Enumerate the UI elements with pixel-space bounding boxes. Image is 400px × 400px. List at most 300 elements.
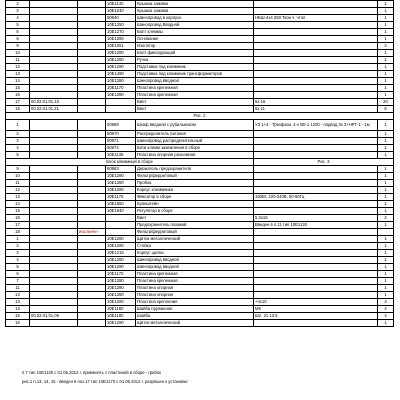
zone-cell [30,152,78,159]
code-cell [78,187,106,194]
name-cell: Держатель предохранителя [136,166,254,173]
position-cell: 15 [6,208,30,215]
note-cell [254,29,378,36]
designation-cell: 10E1280 [106,278,136,285]
table-row [6,106,394,113]
table-row [6,194,394,201]
quantity-cell: 20 [378,99,394,106]
zone-cell [30,250,78,257]
note-cell: 5х 16 [254,99,378,106]
quantity-cell: 1 [378,278,394,285]
position-cell: 18 [6,106,30,113]
quantity-cell: 1 [378,292,394,299]
name-cell: Корпус клеммника [136,187,254,194]
note-cell [254,92,378,99]
zone-cell [30,131,78,138]
position-cell: 16 [6,92,30,99]
code-cell [78,1,106,8]
table-row [6,85,394,92]
designation-cell: 10E1280 [106,36,136,43]
designation-cell: 10E1140 [106,1,136,8]
name-cell: Предохранитель плавкий [136,222,254,229]
designation-cell: 10E1280 [106,64,136,71]
table-row [6,15,394,22]
table-row [6,57,394,64]
table-row [6,257,394,264]
name-cell: Основание [136,36,254,43]
quantity-cell: 1 [378,8,394,15]
zone-cell [30,36,78,43]
code-cell [78,99,106,106]
note-cell [254,152,378,159]
designation-cell: 10E1240 [106,8,136,15]
table-row [6,138,394,145]
position-cell: 9 [6,166,30,173]
code-cell [78,306,106,313]
note-cell [254,320,378,327]
note-cell [254,85,378,92]
zone-cell [30,222,78,229]
code-cell [78,43,106,50]
quantity-cell: 1 [378,187,394,194]
code-cell [78,78,106,85]
designation-cell: 10E1215 [106,250,136,257]
name-cell: Болт фиксирующий [136,50,254,57]
code-cell [78,313,106,320]
note-cell [254,187,378,194]
code-cell [78,71,106,78]
quantity-cell: 1 [378,57,394,64]
position-cell: 16 [6,215,30,222]
code-cell [78,173,106,180]
quantity-cell: 1 [378,15,394,22]
designation-cell: 50971 [106,138,136,145]
note-cell [254,243,378,250]
designation-cell: 10E1180 [106,313,136,320]
table-row [6,99,394,106]
zone-cell [30,78,78,85]
quantity-cell: 1 [378,173,394,180]
table-row [6,1,394,8]
code-cell [78,257,106,264]
note-cell [254,8,378,15]
name-cell: Пластина крепежная [136,85,254,92]
name-cell: Регулятор в сборе [136,208,254,215]
name-cell: Ручка [136,57,254,64]
code-cell [78,131,106,138]
section-header-row [6,159,394,166]
zone-cell [30,278,78,285]
code-cell [78,166,106,173]
quantity-cell: 1 [378,222,394,229]
position-cell: 14 [6,306,30,313]
section-header-row [6,113,394,120]
table-row [6,320,394,327]
name-cell: Корпус щитка [136,250,254,257]
designation-cell [106,215,136,222]
note-cell: 5х 11 [254,106,378,113]
position-cell: 10 [6,50,30,57]
position-cell: 8 [6,36,30,43]
table-body [6,1,394,327]
zone-cell [30,145,78,152]
zone-cell [30,194,78,201]
name-cell: Шинопровод вводной [136,264,254,271]
table-row [6,208,394,215]
zone-cell [30,29,78,36]
table-row [6,229,394,236]
position-cell: 11 [6,57,30,64]
table-row [6,278,394,285]
zone-cell [30,264,78,271]
note-cell [254,71,378,78]
table-row [6,215,394,222]
table-row [6,29,394,36]
zone-cell [30,306,78,313]
position-cell: 13 [6,71,30,78]
zone-cell [30,92,78,99]
code-cell [78,106,106,113]
zone-cell [30,208,78,215]
note-cell: Введен в п.11 тип 10E1130 [254,222,378,229]
table-row [6,166,394,173]
designation-cell: 10E1280 [106,78,136,85]
designation-cell: 50963 [106,166,136,173]
position-cell: 3 [6,138,30,145]
zone-cell [30,85,78,92]
code-cell [78,64,106,71]
designation-cell: 50972 [106,145,136,152]
zone-cell: 00.02.01.01.15 [30,99,78,106]
zone-cell [30,22,78,29]
quantity-cell: 1 [378,22,394,29]
quantity-cell [378,229,394,236]
name-cell: Пластина крепежная [136,92,254,99]
designation-cell: 10E1280 [106,187,136,194]
note-cell [254,43,378,50]
designation-cell: 50940 [106,15,136,22]
name-cell: Винт [136,215,254,222]
zone-cell: 00.02.01.01.21 [30,106,78,113]
designation-cell: 10E1280 [106,92,136,99]
note-cell [254,271,378,278]
section-title: Рис. 2 [6,113,394,120]
footnote: рис.1 п.13, 14, 15 - введен в поз.17 тип 10E1170 с 01.06.2012 г. разрешен к установке [22,378,188,384]
quantity-cell: 1 [378,208,394,215]
name-cell: Пробка [136,180,254,187]
table-row [6,43,394,50]
designation-cell: 10E1280 [106,243,136,250]
quantity-cell: 1 [378,92,394,99]
table-row [6,306,394,313]
note-cell [254,236,378,243]
position-cell: 1 [6,120,30,131]
quantity-cell: 1 [378,264,394,271]
note-cell [254,138,378,145]
position-cell: 4 [6,257,30,264]
name-cell: Крышка зажима [136,1,254,8]
code-cell [78,22,106,29]
designation-cell: 10E1280 [106,236,136,243]
name-cell: Подставка под клеммник [136,64,254,71]
designation-cell: 10E1290 [106,264,136,271]
table-row [6,22,394,29]
note-cell [254,201,378,208]
quantity-cell: 1 [378,85,394,92]
position-cell: 16 [6,320,30,327]
code-cell [78,120,106,131]
code-cell [78,201,106,208]
table-row [6,145,394,152]
note-cell [254,50,378,57]
name-cell: Кронштейн [136,201,254,208]
zone-cell [30,271,78,278]
note-cell: 5.3х15 [254,215,378,222]
quantity-cell: 2 [378,43,394,50]
zone-cell [30,299,78,306]
parts-specification-table [5,0,394,327]
note-cell: 150Вт, 220-240В, 50-60Гц [254,194,378,201]
code-cell [78,85,106,92]
position-cell: 11 [6,180,30,187]
table-row [6,313,394,320]
position-cell: 7 [6,278,30,285]
code-cell [78,292,106,299]
position-cell: 6 [6,29,30,36]
name-cell: Шинопровод распределительный [136,138,254,145]
note-cell [254,180,378,187]
name-cell: Щиток металлический [136,236,254,243]
note-cell [254,173,378,180]
zone-cell [30,166,78,173]
code-cell [78,243,106,250]
section-figure-label: Рис. 3 [254,159,394,166]
designation-cell: 10E1280 [106,173,136,180]
note-cell [254,22,378,29]
note-cell [254,257,378,264]
zone-cell [30,243,78,250]
name-cell: Пластина опорная [136,292,254,299]
zone-cell [30,229,78,236]
quantity-cell: 1 [378,64,394,71]
position-cell: 11 [6,285,30,292]
zone-cell [30,138,78,145]
position-cell: 2 [6,243,30,250]
code-cell [78,145,106,152]
zone-cell [30,43,78,50]
code-cell [78,57,106,64]
name-cell: Стойка [136,243,254,250]
designation-cell [106,222,136,229]
zone-cell [30,201,78,208]
note-cell [254,264,378,271]
code-cell [78,222,106,229]
designation-cell: 10E1170 [106,271,136,278]
code-cell [78,36,106,43]
zone-cell [30,292,78,299]
note-cell: +4х10 [254,299,378,306]
name-cell: Пластина крепления [136,299,254,306]
code-cell [78,250,106,257]
quantity-cell: 4 [378,299,394,306]
code-cell [78,92,106,99]
zone-cell [30,57,78,64]
quantity-cell: 4 [378,306,394,313]
zone-cell [30,180,78,187]
name-cell: Пластина крепежная [136,271,254,278]
quantity-cell: 6 [378,106,394,113]
note-cell [254,285,378,292]
zone-cell [30,320,78,327]
position-cell: 13 [6,194,30,201]
code-cell [78,208,106,215]
quantity-cell: 1 [378,201,394,208]
table-row [6,180,394,187]
table-row [6,250,394,257]
zone-cell: 00.02.01.01.06 [30,313,78,320]
zone-cell [30,64,78,71]
position-cell: 1 [6,236,30,243]
position-cell: 15 [6,313,30,320]
code-cell [78,285,106,292]
position-cell: 6 [6,271,30,278]
code-cell [78,152,106,159]
section-title: Блок клеммный в сборе [6,159,254,166]
quantity-cell: 4 [378,313,394,320]
note-cell [254,292,378,299]
zone-cell [30,71,78,78]
designation-cell: 10E1840 [106,208,136,215]
note-cell [254,208,378,215]
zone-cell [30,236,78,243]
code-cell [78,264,106,271]
code-cell [78,8,106,15]
designation-cell: 10E1280 [106,299,136,306]
position-cell: 12 [6,187,30,194]
designation-cell: 10E1280 [106,320,136,327]
quantity-cell: 1 [378,138,394,145]
note-cell: УЗ 1+4 - Трехфазн. 4-х ВК-1 1200 - подвод 3х 3+НРТ-1 - 1м [254,120,378,131]
code-cell [78,15,106,22]
table-row [6,152,394,159]
designation-cell: 50969 [106,120,136,131]
code-cell [78,320,106,327]
note-cell: М6 [254,306,378,313]
quantity-cell: 1 [378,50,394,57]
position-cell: 15 [6,85,30,92]
zone-cell [30,173,78,180]
table-row [6,50,394,57]
zone-cell [30,285,78,292]
position-cell: 3 [6,8,30,15]
designation-cell: 10E1250 [106,22,136,29]
name-cell: Винт [136,99,254,106]
table-row [6,292,394,299]
name-cell: Винт [136,106,254,113]
table-row [6,187,394,194]
quantity-cell: 1 [378,320,394,327]
designation-cell: 10E1280 [106,57,136,64]
position-cell: 17 [6,222,30,229]
table-row [6,131,394,138]
footnotes [22,369,392,386]
code-cell [78,29,106,36]
table-row [6,299,394,306]
quantity-cell: 1 [378,271,394,278]
quantity-cell: 1 [378,194,394,201]
name-cell: Шинопровод вводной [136,257,254,264]
table-row [6,173,394,180]
table-row [6,201,394,208]
note-cell [254,1,378,8]
table-row [6,264,394,271]
position-cell: 13 [6,299,30,306]
zone-cell [30,120,78,131]
code-cell [78,194,106,201]
name-cell: Шайба [136,313,254,320]
code-cell [78,236,106,243]
quantity-cell: 1 [378,236,394,243]
code-cell [78,138,106,145]
code-cell [78,271,106,278]
table-row [6,120,394,131]
position-cell: 12 [6,292,30,299]
quantity-cell: 1 [378,120,394,131]
quantity-cell: 1 [378,166,394,173]
name-cell: Подставка под клеммник трансформаторов [136,71,254,78]
note-cell [254,131,378,138]
designation-cell: 10E1850 [106,201,136,208]
name-cell: Пластина опорная [136,285,254,292]
quantity-cell: 1 [378,145,394,152]
designation-cell [106,99,136,106]
quantity-cell: 1 [378,78,394,85]
position-cell: 5 [6,264,30,271]
note-cell [254,250,378,257]
name-cell: Блок клемм заземления в сборе [136,145,254,152]
name-cell: Фиксатор в сборе [136,194,254,201]
quantity-cell: 1 [378,36,394,43]
name-cell: Щиток металлический [136,320,254,327]
designation-cell: 10E1180 [106,306,136,313]
position-cell: 14 [6,201,30,208]
note-cell [254,229,378,236]
quantity-cell: 1 [378,243,394,250]
position-cell: 10 [6,173,30,180]
designation-cell [106,229,136,236]
table-row [6,271,394,278]
name-cell: Шинопровод Вводной [136,22,254,29]
name-cell: Шкаф вводной с рубильником [136,120,254,131]
position-cell: 14 [6,78,30,85]
position-cell: 2 [6,1,30,8]
note-cell [254,78,378,85]
code-cell: исключен [78,229,106,236]
name-cell: Пластина крепежная [136,278,254,285]
note-cell [254,145,378,152]
table-row [6,285,394,292]
table-row [6,71,394,78]
designation-cell: 10E1051 [106,43,136,50]
designation-cell: 50970 [106,131,136,138]
name-cell: Пластина опорная разъемная [136,152,254,159]
quantity-cell: 1 [378,250,394,257]
table-row [6,8,394,15]
code-cell [78,50,106,57]
name-cell: Распределитель питания [136,131,254,138]
code-cell [78,278,106,285]
zone-cell [30,1,78,8]
